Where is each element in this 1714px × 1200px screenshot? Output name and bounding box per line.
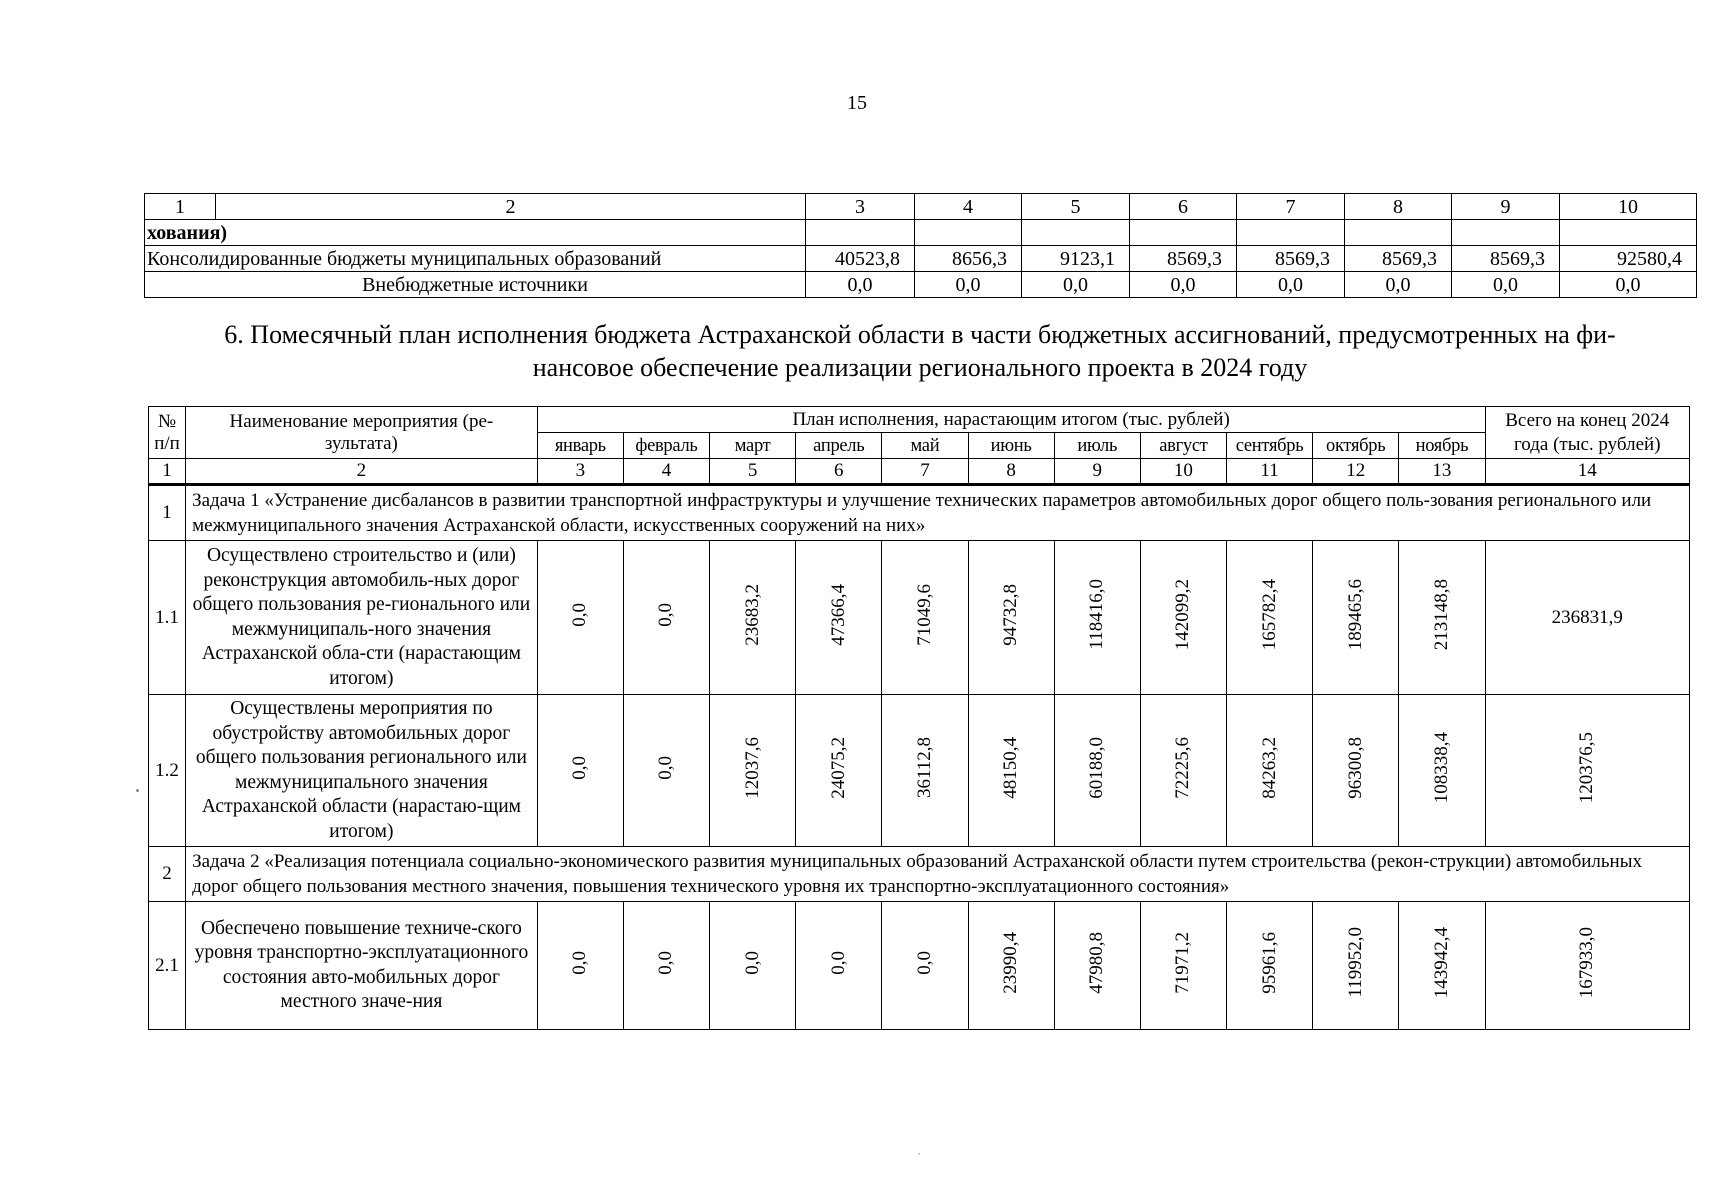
col-number: 3 — [537, 459, 623, 485]
col-number: 1 — [145, 194, 216, 220]
cell-value: 23990,4 — [1000, 931, 1022, 994]
item-total: 120376,5 — [1576, 731, 1598, 804]
col-number: 8 — [1345, 194, 1452, 220]
month-header: август — [1140, 433, 1226, 459]
cell-value: 0,0 — [913, 950, 935, 975]
task-number: 2 — [149, 847, 186, 902]
item-number: 1.1 — [149, 541, 186, 695]
table-row — [149, 695, 1690, 847]
month-header: февраль — [623, 433, 709, 459]
table-row — [145, 220, 1697, 246]
task-row — [149, 847, 1690, 902]
cell-value: 12037,6 — [741, 736, 763, 799]
scan-speck — [136, 789, 139, 792]
item-total: 167933,0 — [1576, 926, 1598, 999]
cell-value: 36112,8 — [913, 736, 935, 799]
col-number: 5 — [1022, 194, 1130, 220]
col-number: 7 — [1237, 194, 1345, 220]
cell-value: 40523,8 — [806, 246, 915, 272]
cell-value: 47980,8 — [1086, 931, 1108, 994]
cell-value: 94732,8 — [1000, 583, 1022, 646]
cell-value: 0,0 — [1130, 272, 1237, 298]
column-numbers-row — [149, 459, 1690, 485]
col-number: 6 — [796, 459, 882, 485]
month-header: январь — [537, 433, 623, 459]
cell-value: 0,0 — [915, 272, 1022, 298]
cell-value: 189465,6 — [1344, 578, 1366, 651]
section-title-line: нансовое обеспечение реализации регионального проекта в 2024 году — [532, 353, 1308, 382]
cell-value: 72225,6 — [1172, 736, 1194, 799]
cell-value: 0,0 — [1560, 272, 1697, 298]
scan-speck — [918, 1153, 920, 1155]
cell-value: 60188,0 — [1086, 736, 1108, 799]
cell-value: 95961,6 — [1258, 931, 1280, 994]
header-num: № п/п — [149, 407, 186, 459]
cell-value: 213148,8 — [1430, 578, 1452, 651]
section-title-line: 6. Помесячный план исполнения бюджета Астраханской области в части бюджетных ассигнований, предусмотренных на фи- — [224, 320, 1616, 349]
col-number: 6 — [1130, 194, 1237, 220]
item-name: Обеспечено повышение техниче-ского уровня транспортно-эксплуатационного состояния авто-мобильных дорог местного значе-ния — [186, 902, 538, 1030]
cell-value: 47366,4 — [827, 583, 849, 646]
col-number: 2 — [216, 194, 806, 220]
item-total: 236831,9 — [1485, 541, 1690, 695]
cell-value: 0,0 — [1237, 272, 1345, 298]
cell-value: 0,0 — [655, 950, 677, 975]
col-number: 12 — [1313, 459, 1399, 485]
cell-value: 0,0 — [1345, 272, 1452, 298]
col-number: 9 — [1452, 194, 1560, 220]
month-header: ноябрь — [1399, 433, 1485, 459]
col-number: 10 — [1560, 194, 1697, 220]
month-header: май — [882, 433, 968, 459]
cell-value: 92580,4 — [1560, 246, 1697, 272]
table-row — [149, 902, 1690, 1030]
col-number: 1 — [149, 459, 186, 485]
budget-sources-table — [144, 193, 1697, 298]
col-number: 4 — [915, 194, 1022, 220]
row-label: хования) — [145, 220, 806, 246]
item-number: 1.2 — [149, 695, 186, 847]
cell-value: 9123,1 — [1022, 246, 1130, 272]
cell-value: 142099,2 — [1172, 578, 1194, 651]
cell-value: 119952,0 — [1344, 927, 1366, 998]
table-row — [149, 541, 1690, 695]
cell-value: 8569,3 — [1452, 246, 1560, 272]
section-title — [144, 318, 1696, 384]
cell-value: 165782,4 — [1258, 578, 1280, 651]
cell-value: 24075,2 — [827, 736, 849, 799]
month-header: октябрь — [1313, 433, 1399, 459]
cell-value: 108338,4 — [1430, 731, 1452, 804]
month-header: март — [710, 433, 796, 459]
table-row — [145, 272, 1697, 298]
col-number: 9 — [1054, 459, 1140, 485]
monthly-plan-table — [148, 406, 1690, 1030]
col-number: 4 — [623, 459, 709, 485]
col-number: 14 — [1485, 459, 1690, 485]
task-description: Задача 1 «Устранение дисбалансов в развитии транспортной инфраструктуры и улучшение технических параметров автомобильных дорог общего поль-зования регионального или межмуниципального значения Астраханской области, искусственных сооружений на них» — [186, 485, 1690, 541]
month-header: апрель — [796, 433, 882, 459]
cell-value: 8569,3 — [1345, 246, 1452, 272]
cell-value: 0,0 — [569, 755, 591, 780]
col-number: 10 — [1140, 459, 1226, 485]
cell-value: 0,0 — [806, 272, 915, 298]
header-row — [149, 407, 1690, 433]
cell-value: 23683,2 — [741, 583, 763, 646]
cell-value: 143942,4 — [1430, 926, 1452, 999]
col-number: 7 — [882, 459, 968, 485]
cell-value: 118416,0 — [1086, 579, 1108, 650]
cell-value: 0,0 — [741, 950, 763, 975]
col-number: 13 — [1399, 459, 1485, 485]
cell-value: 0,0 — [655, 755, 677, 780]
col-number: 11 — [1226, 459, 1312, 485]
col-number: 5 — [710, 459, 796, 485]
task-number: 1 — [149, 485, 186, 541]
cell-value: 8656,3 — [915, 246, 1022, 272]
table-row — [145, 246, 1697, 272]
header-name: Наименование мероприятия (ре- зультата) — [186, 407, 538, 459]
cell-value: 8569,3 — [1237, 246, 1345, 272]
month-header: июнь — [968, 433, 1054, 459]
cell-value: 0,0 — [1022, 272, 1130, 298]
col-number: 3 — [806, 194, 915, 220]
cell-value: 8569,3 — [1130, 246, 1237, 272]
item-number: 2.1 — [149, 902, 186, 1030]
header-plan: План исполнения, нарастающим итогом (тыс. рублей) — [537, 407, 1485, 433]
month-header: июль — [1054, 433, 1140, 459]
cell-value: 0,0 — [1452, 272, 1560, 298]
page-number: 15 — [847, 92, 867, 114]
cell-value: 71971,2 — [1172, 931, 1194, 994]
task-row — [149, 485, 1690, 541]
cell-value: 0,0 — [569, 950, 591, 975]
cell-value: 71049,6 — [913, 583, 935, 646]
task-description: Задача 2 «Реализация потенциала социально-экономического развития муниципальных образований Астраханской области путем строительства (рекон-струкции) автомобильных дорог общего пользования местного значения, повышения технического уровня их транспортно-эксплуатационного состояния» — [186, 847, 1690, 902]
cell-value: 0,0 — [827, 950, 849, 975]
header-total: Всего на конец 2024 года (тыс. рублей) — [1485, 407, 1690, 459]
cell-value: 48150,4 — [1000, 736, 1022, 799]
month-header: сентябрь — [1226, 433, 1312, 459]
cell-value: 0,0 — [655, 602, 677, 627]
col-number: 2 — [186, 459, 538, 485]
cell-value: 0,0 — [569, 602, 591, 627]
col-number: 8 — [968, 459, 1054, 485]
row-label: Консолидированные бюджеты муниципальных образований — [145, 246, 806, 272]
cell-value: 96300,8 — [1344, 736, 1366, 799]
item-name: Осуществлены мероприятия по обустройству автомобильных дорог общего пользования регионального или межмуниципального значения Астраханской области (нарастаю-щим итогом) — [186, 695, 538, 847]
header-row — [145, 194, 1697, 220]
item-name: Осуществлено строительство и (или) реконструкция автомобиль-ных дорог общего пользования ре-гионального или межмуниципаль-ного значения Астраханской обла-сти (нарастающим итогом) — [186, 541, 538, 695]
row-label: Внебюджетные источники — [145, 272, 806, 298]
cell-value: 84263,2 — [1258, 736, 1280, 799]
